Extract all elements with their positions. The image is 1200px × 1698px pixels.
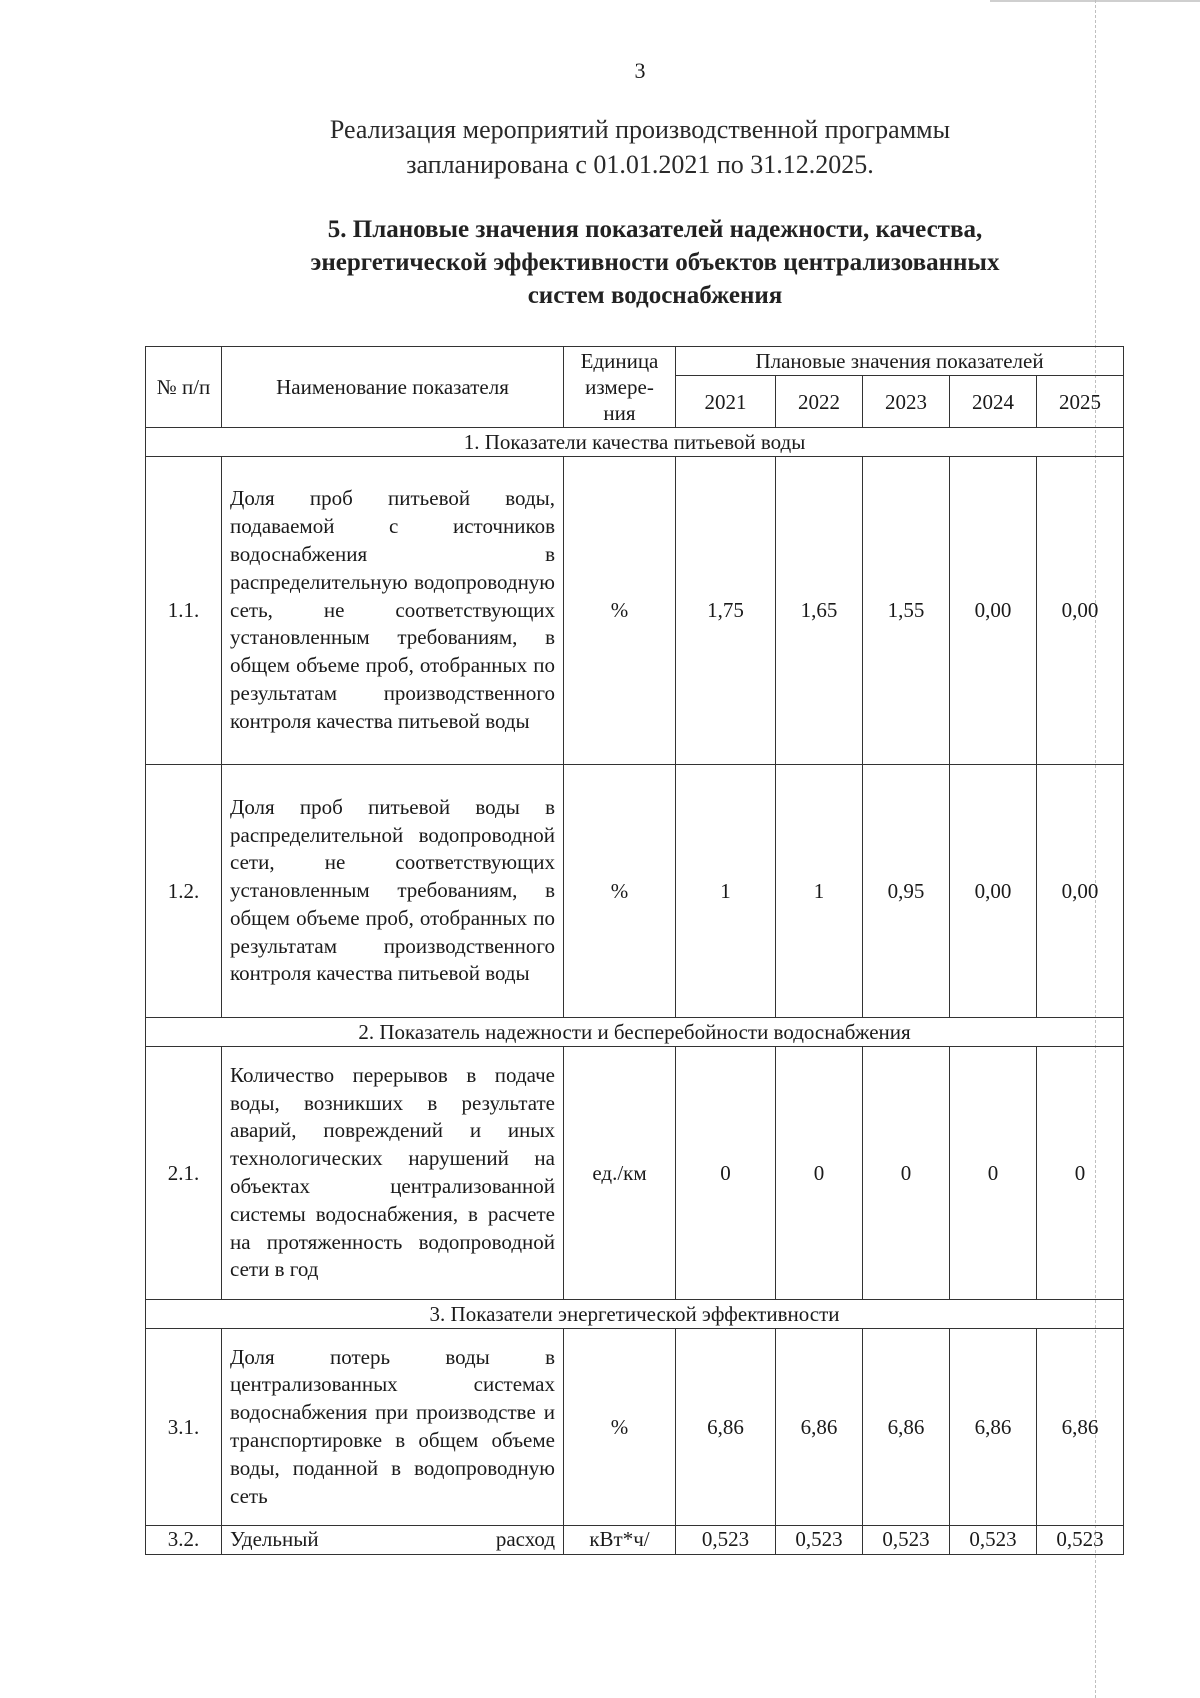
unit-cell: % bbox=[564, 457, 676, 765]
section-row bbox=[146, 1018, 1124, 1047]
section-title-line-2: энергетической эффективности объектов централизованных bbox=[310, 249, 1000, 276]
intro-line-2: запланирована с 01.01.2021 по 31.12.2025. bbox=[406, 150, 874, 179]
header-num: № п/п bbox=[146, 347, 222, 428]
indicator-name: Доля проб питьевой воды в распределительной водопроводной сети, не соответствующих установленным требованиям, в общем объеме проб, отобранных по результатам производственного контроля качества питьевой воды bbox=[222, 765, 564, 1018]
header-year: 2022 bbox=[776, 376, 863, 428]
value-cell: 0,523 bbox=[1037, 1526, 1124, 1555]
value-cell: 6,86 bbox=[676, 1329, 776, 1526]
section-row bbox=[146, 1300, 1124, 1329]
indicator-name: Удельный расход bbox=[222, 1526, 564, 1555]
section-heading: 3. Показатели энергетической эффективности bbox=[146, 1300, 1124, 1329]
header-year: 2024 bbox=[950, 376, 1037, 428]
indicator-name: Доля проб питьевой воды, подаваемой с источников водоснабжения в распределительную водопроводную сеть, не соответствующих установленным требованиям, в общем объеме проб, отобранных по результатам производственного контроля качества питьевой воды bbox=[222, 457, 564, 765]
table-row bbox=[146, 457, 1124, 765]
page-number: 3 bbox=[634, 58, 646, 83]
value-cell: 0,523 bbox=[676, 1526, 776, 1555]
value-cell: 1,75 bbox=[676, 457, 776, 765]
value-cell: 0,00 bbox=[950, 765, 1037, 1018]
indicator-name: Количество перерывов в подаче воды, возникших в результате аварий, повреждений и иных технологических нарушений на объектах централизованной системы водоснабжения, в расчете на протяженность водопроводной сети в год bbox=[222, 1047, 564, 1300]
header-year: 2023 bbox=[863, 376, 950, 428]
value-cell: 6,86 bbox=[950, 1329, 1037, 1526]
header-name: Наименование показателя bbox=[222, 347, 564, 428]
value-cell: 0,523 bbox=[776, 1526, 863, 1555]
header-year: 2021 bbox=[676, 376, 776, 428]
row-number: 2.1. bbox=[146, 1047, 222, 1300]
intro-line-1: Реализация мероприятий производственной программы bbox=[329, 115, 951, 144]
value-cell: 6,86 bbox=[1037, 1329, 1124, 1526]
value-cell: 1,65 bbox=[776, 457, 863, 765]
header-unit: Единица измере-ния bbox=[564, 347, 676, 428]
value-cell: 0,523 bbox=[863, 1526, 950, 1555]
table-row bbox=[146, 1526, 1124, 1555]
row-number: 3.1. bbox=[146, 1329, 222, 1526]
unit-cell: ед./км bbox=[564, 1047, 676, 1300]
section-row bbox=[146, 428, 1124, 457]
indicator-name: Доля потерь воды в централизованных системах водоснабжения при производстве и транспортировке в общем объеме воды, поданной в водопроводную сеть bbox=[222, 1329, 564, 1526]
value-cell: 1,55 bbox=[863, 457, 950, 765]
value-cell: 1 bbox=[776, 765, 863, 1018]
value-cell: 0 bbox=[776, 1047, 863, 1300]
value-cell: 0,95 bbox=[863, 765, 950, 1018]
indicators-table bbox=[145, 346, 1124, 1555]
row-number: 3.2. bbox=[146, 1526, 222, 1555]
value-cell: 1 bbox=[676, 765, 776, 1018]
section-heading: 2. Показатель надежности и бесперебойности водоснабжения bbox=[146, 1018, 1124, 1047]
section-title-line-1: 5. Плановые значения показателей надежности, качества, bbox=[327, 216, 983, 243]
table-row bbox=[146, 765, 1124, 1018]
unit-cell: кВт*ч/ bbox=[564, 1526, 676, 1555]
value-cell: 6,86 bbox=[863, 1329, 950, 1526]
row-number: 1.1. bbox=[146, 457, 222, 765]
value-cell: 6,86 bbox=[776, 1329, 863, 1526]
value-cell: 0 bbox=[950, 1047, 1037, 1300]
row-number: 1.2. bbox=[146, 765, 222, 1018]
header-planned-values: Плановые значения показателей bbox=[676, 347, 1124, 376]
unit-cell: % bbox=[564, 1329, 676, 1526]
header-year: 2025 bbox=[1037, 376, 1124, 428]
value-cell: 0,00 bbox=[1037, 765, 1124, 1018]
value-cell: 0,00 bbox=[950, 457, 1037, 765]
table-row bbox=[146, 1047, 1124, 1300]
value-cell: 0 bbox=[863, 1047, 950, 1300]
value-cell: 0 bbox=[676, 1047, 776, 1300]
section-title bbox=[230, 213, 1080, 312]
section-heading: 1. Показатели качества питьевой воды bbox=[146, 428, 1124, 457]
value-cell: 0,00 bbox=[1037, 457, 1124, 765]
value-cell: 0,523 bbox=[950, 1526, 1037, 1555]
section-title-line-3: систем водоснабжения bbox=[527, 282, 783, 309]
unit-cell: % bbox=[564, 765, 676, 1018]
intro-text bbox=[0, 112, 1200, 182]
table-row bbox=[146, 1329, 1124, 1526]
value-cell: 0 bbox=[1037, 1047, 1124, 1300]
